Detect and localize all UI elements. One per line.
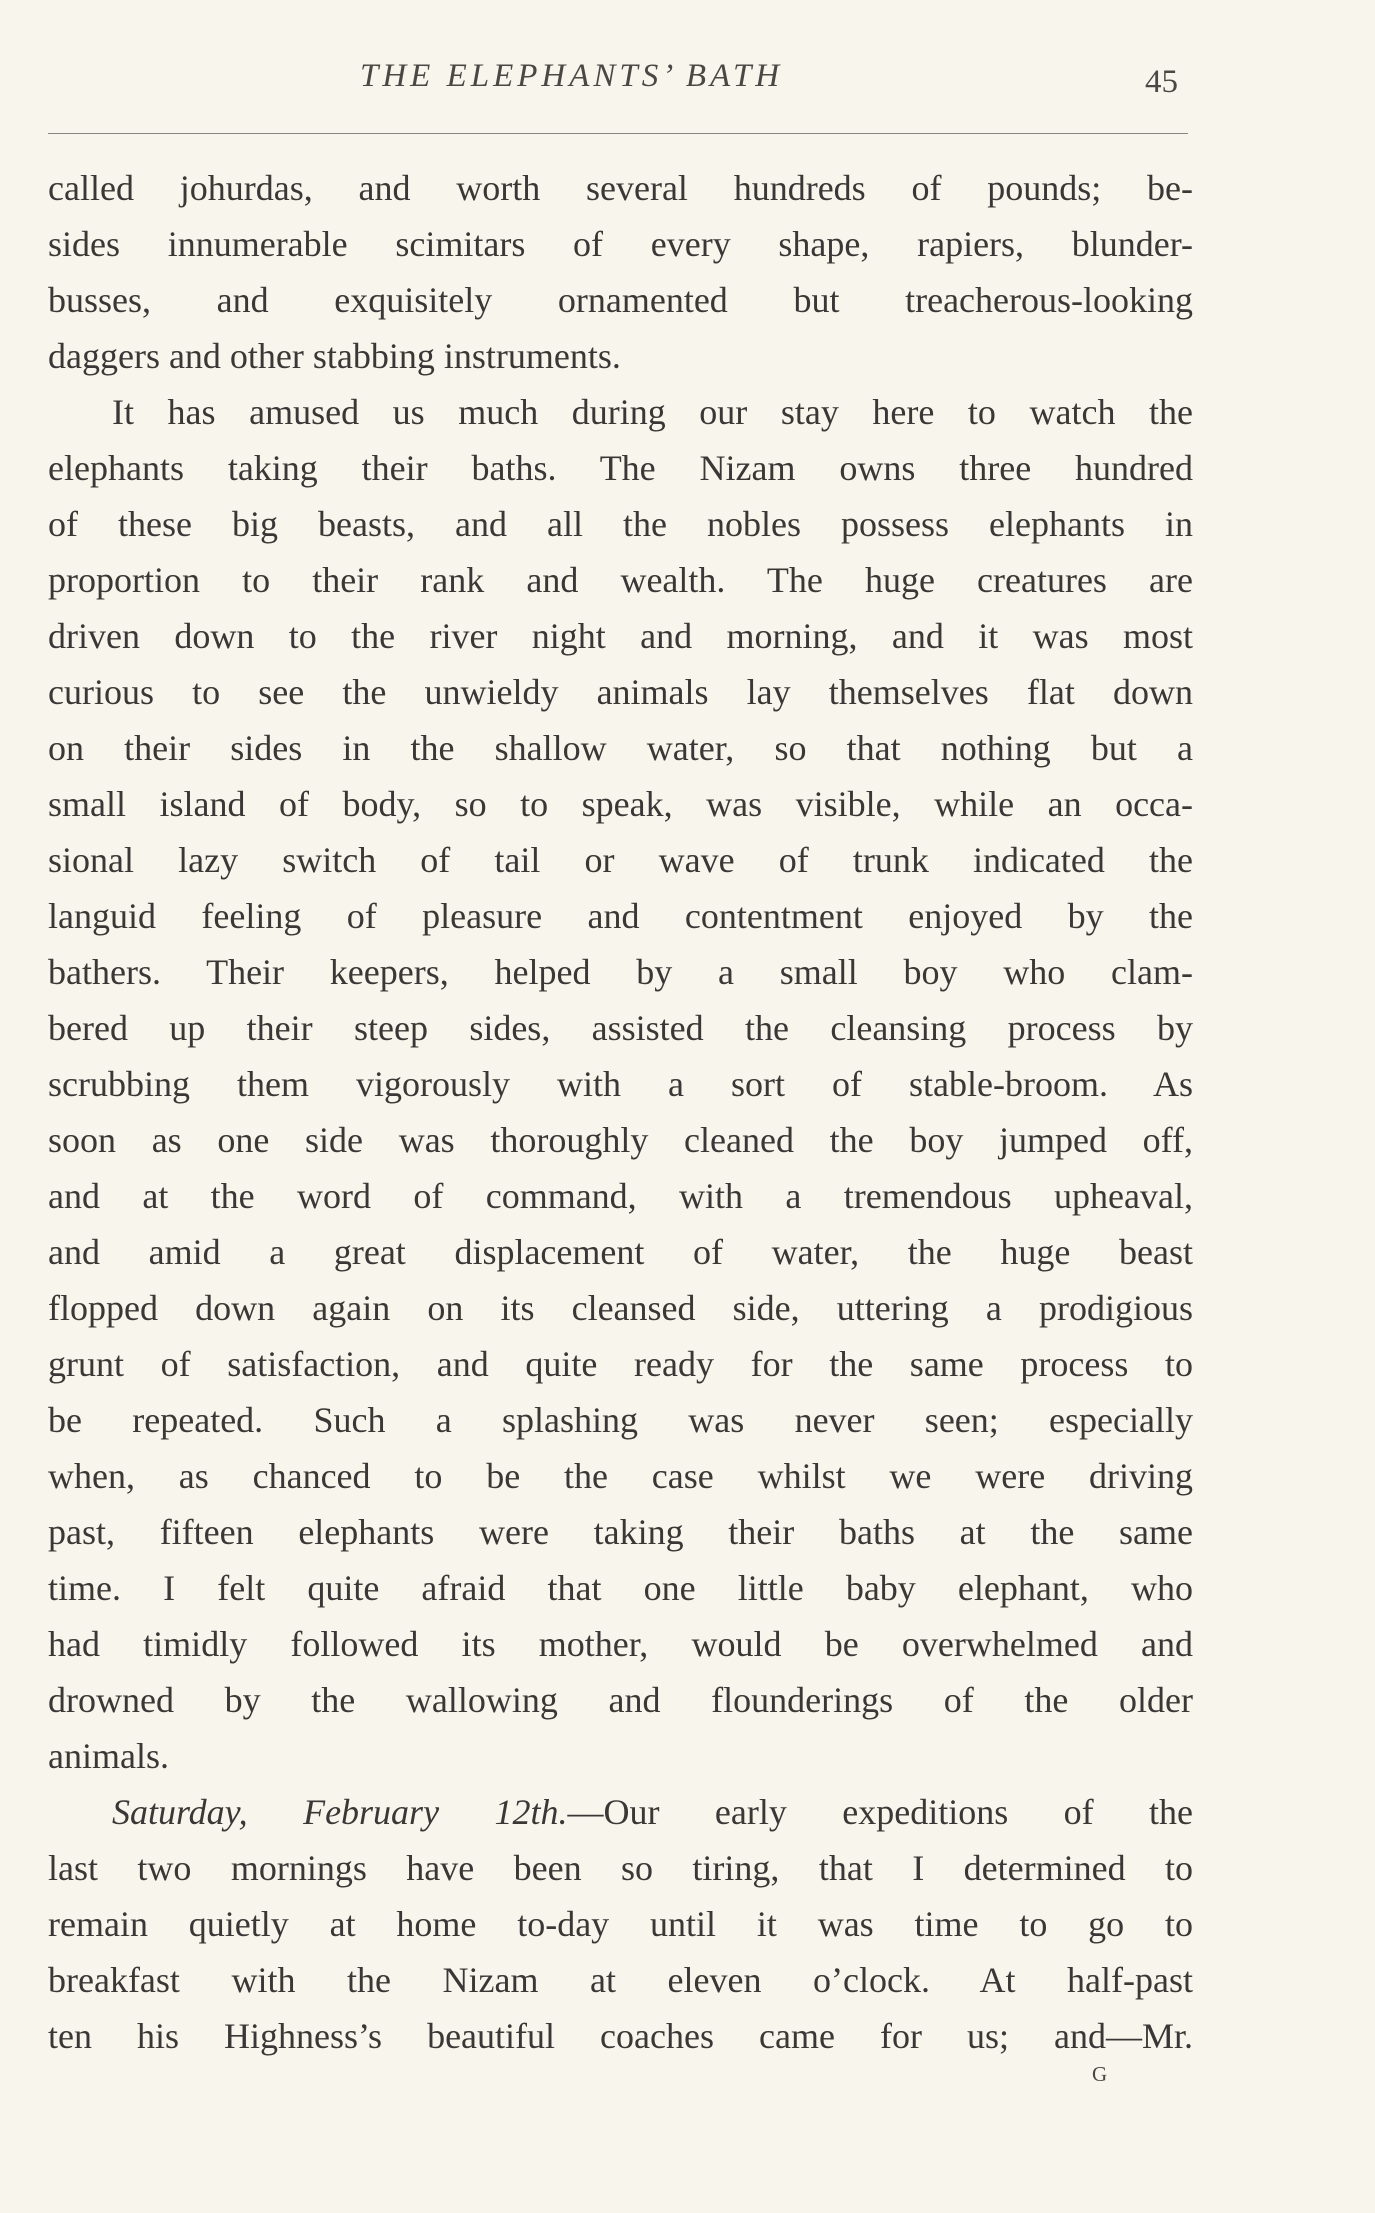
text-line: sides innumerable scimitars of every shape, rapiers, blunder-	[48, 224, 1193, 264]
text-line: time. I felt quite afraid that one little baby elephant, who	[48, 1568, 1193, 1608]
text-line: remain quietly at home to-day until it was time to go to	[48, 1904, 1193, 1944]
text-line: bathers. Their keepers, helped by a small boy who clam-	[48, 952, 1193, 992]
text-line: driven down to the river night and morning, and it was most	[48, 616, 1193, 656]
text-line: past, fifteen elephants were taking their baths at the same	[48, 1512, 1193, 1552]
text-line: sional lazy switch of tail or wave of trunk indicated the	[48, 840, 1193, 880]
text-line: called johurdas, and worth several hundreds of pounds; be-	[48, 168, 1193, 208]
text-line: daggers and other stabbing instruments.	[48, 336, 621, 376]
text-line: It has amused us much during our stay here to watch the	[112, 392, 1193, 432]
text-line: bered up their steep sides, assisted the cleansing process by	[48, 1008, 1193, 1048]
text-line: had timidly followed its mother, would be overwhelmed and	[48, 1624, 1193, 1664]
text-line: and at the word of command, with a tremendous upheaval,	[48, 1176, 1193, 1216]
running-title: THE ELEPHANTS’ BATH	[360, 58, 784, 94]
text-line: last two mornings have been so tiring, that I determined to	[48, 1848, 1193, 1888]
text-line: and amid a great displacement of water, the huge beast	[48, 1232, 1193, 1272]
text-line: languid feeling of pleasure and contentment enjoyed by the	[48, 896, 1193, 936]
text-line: be repeated. Such a splashing was never seen; especially	[48, 1400, 1193, 1440]
page-number: 45	[1145, 64, 1178, 100]
entry-text: —Our early expeditions of the	[567, 1792, 1193, 1832]
running-head	[0, 58, 1375, 98]
text-line: on their sides in the shallow water, so that nothing but a	[48, 728, 1193, 768]
header-rule	[48, 133, 1188, 134]
text-line: when, as chanced to be the case whilst we were driving	[48, 1456, 1193, 1496]
text-line: grunt of satisfaction, and quite ready for the same process to	[48, 1344, 1193, 1384]
text-line: ten his Highness’s beautiful coaches came for us; and—Mr.	[48, 2016, 1193, 2056]
dated-entry-line	[112, 1784, 1193, 1840]
text-line: of these big beasts, and all the nobles possess elephants in	[48, 504, 1193, 544]
text-line: soon as one side was thoroughly cleaned the boy jumped off,	[48, 1120, 1193, 1160]
entry-date: Saturday, February 12th.	[112, 1792, 568, 1832]
text-line: small island of body, so to speak, was visible, while an occa-	[48, 784, 1193, 824]
text-line: curious to see the unwieldy animals lay themselves flat down	[48, 672, 1193, 712]
text-line: scrubbing them vigorously with a sort of stable-broom. As	[48, 1064, 1193, 1104]
text-line: drowned by the wallowing and flounderings of the older	[48, 1680, 1193, 1720]
text-line: flopped down again on its cleansed side, uttering a prodigious	[48, 1288, 1193, 1328]
text-line: proportion to their rank and wealth. The huge creatures are	[48, 560, 1193, 600]
text-line: animals.	[48, 1736, 169, 1776]
text-line: busses, and exquisitely ornamented but treacherous-looking	[48, 280, 1193, 320]
text-line: breakfast with the Nizam at eleven o’clock. At half-past	[48, 1960, 1193, 2000]
text-line: elephants taking their baths. The Nizam owns three hundred	[48, 448, 1193, 488]
signature-mark: G	[1092, 2062, 1108, 2086]
